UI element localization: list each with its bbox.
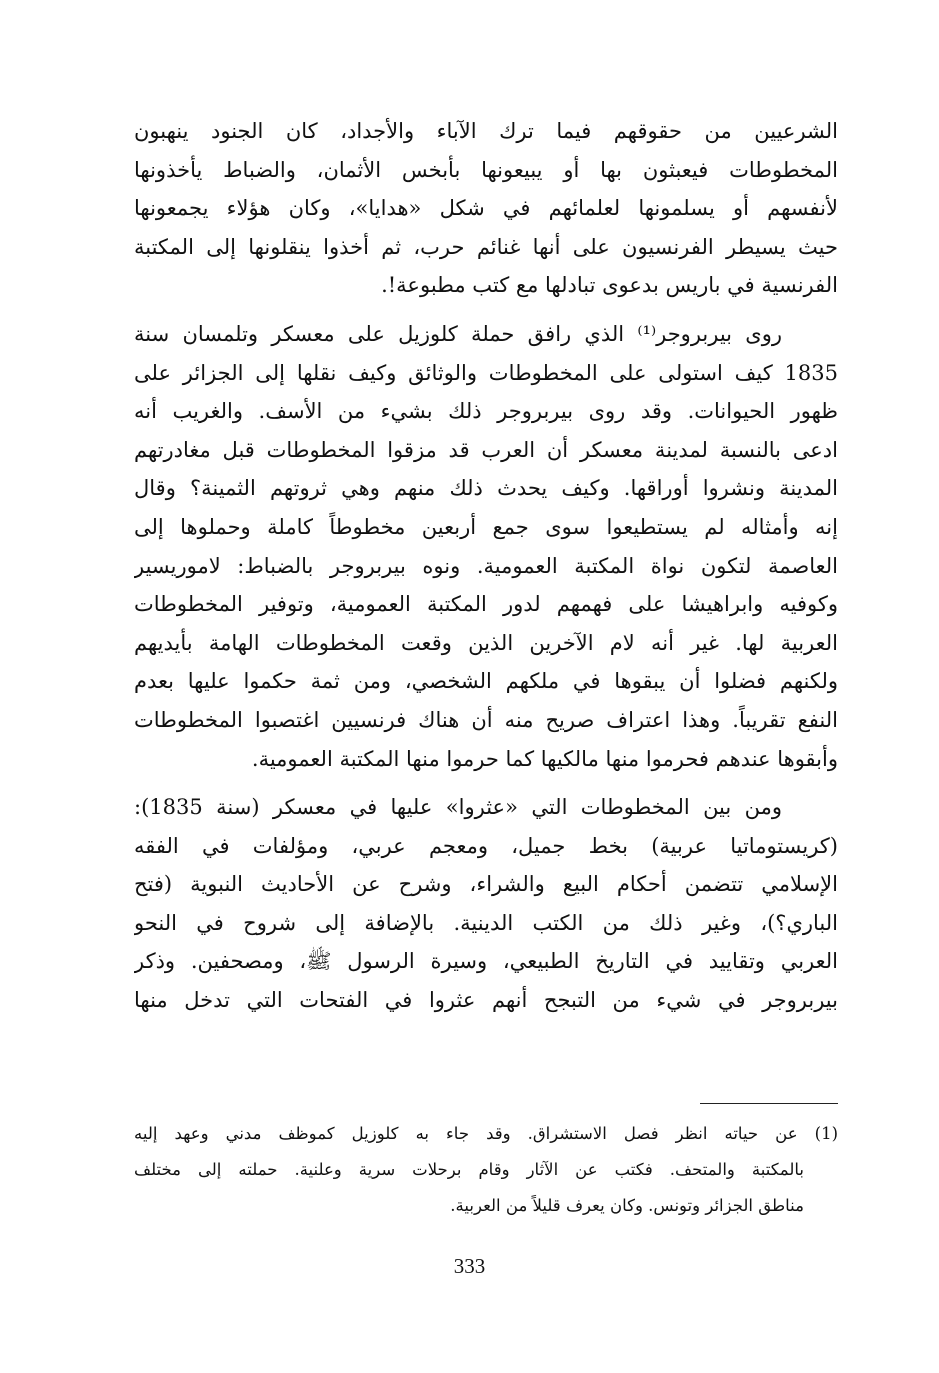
text-line: إنه وأمثاله لم يستطيعوا سوى جمع أربعين مخطوطاً كاملة وحملوها إلى: [134, 514, 838, 539]
text-line: حيث يسيطر الفرنسيون على أنها غنائم حرب، ثم أخذوا ينقلونها إلى المكتبة: [134, 234, 838, 259]
text-line: العربي وتقاييد في التاريخ الطبيعي، وسيرة الرسول ﷺ، ومصحفين. وذكر: [134, 949, 838, 974]
footnote-text: عن حياته انظر فصل الاستشراق. وقد جاء به كلوزيل كموظف مدني وعهد إليه: [134, 1124, 798, 1143]
main-text: [134, 112, 838, 1020]
footnote-marker: (1): [814, 1124, 838, 1143]
text-line: المخطوطات فيعبثون بها أو يبيعونها بأبخس الأثمان، والضباط يأخذونها: [134, 157, 838, 182]
text-line: وأبقوها عندهم فحرموا منها مالكيها كما حرموا منها المكتبة العمومية.: [251, 746, 838, 771]
paragraph-1: [134, 112, 838, 305]
footnote-line: [134, 1116, 838, 1152]
text-line: النفع تقريباً. وهذا اعتراف صريح منه أن هناك فرنسيين اغتصبوا المخطوطات: [134, 707, 838, 732]
text-line: روى بيربروجر⁽¹⁾ الذي رافق حملة كلوزيل على معسكر وتلمسان سنة: [134, 321, 782, 346]
text-line: 1835 كيف استولى على المخطوطات والوثائق وكيف نقلها إلى الجزائر على: [134, 360, 838, 385]
text-line: بيربروجر في شيء من التبجح أنهم عثروا في الفتحات التي تدخل منها: [134, 988, 838, 1013]
text-line: العربية لها. غير أنه لام الآخرين الذين وقعت المخطوطات الهامة بأيديهم: [134, 630, 838, 655]
paragraph-spacer: [134, 305, 838, 315]
text-line: الإسلامي تتضمن أحكام البيع والشراء، وشرح عن الأحاديث النبوية (فتح: [134, 872, 838, 897]
footnote: [134, 1116, 838, 1224]
paragraph-3: [134, 788, 838, 1020]
text-line: الباري؟)، وغير ذلك من الكتب الدينية. بالإضافة إلى شروح في النحو: [134, 910, 838, 935]
paragraph-spacer: [134, 778, 838, 788]
text-line: المدينة ونشروا أوراقها. وكيف يحدث ذلك منهم وهي ثروتهم الثمينة؟ وقال: [134, 476, 838, 501]
footnote-line: بالمكتبة والمتحف. فكتب عن الآثار وقام برحلات سرية وعلنية. حملته إلى مختلف: [134, 1160, 804, 1179]
footnote-line: مناطق الجزائر وتونس. وكان يعرف قليلاً من العربية.: [450, 1196, 804, 1215]
text-line: ادعى بالنسبة لمدينة معسكر أن العرب قد مزقوا المخطوطات قبل مغادرتهم: [134, 437, 838, 462]
text-line: ولكنهم فضلوا أن يبقوها في ملكهم الشخصي، ومن ثمة حكموا عليها بعدم: [134, 669, 838, 694]
text-line: الفرنسية في باريس بدعوى تبادلها مع كتب مطبوعة!.: [381, 273, 838, 298]
text-line: ظهور الحيوانات. وقد روى بيربروجر ذلك بشيء من الأسف. والغريب أنه: [134, 399, 838, 424]
text-line: لأنفسهم أو يسلمونها لعلمائهم في شكل «هدايا»، وكان هؤلاء يجمعونها: [134, 196, 838, 221]
page-number: 333: [453, 1254, 486, 1278]
text-line: وكوفيه وابراهيشا على فهمهم لدور المكتبة العمومية، وتوفير المخطوطات: [134, 592, 838, 617]
text-line: العاصمة لتكون نواة المكتبة العمومية. ونوه بيربروجر بالضباط: لاموريسير: [134, 553, 838, 578]
text-line: الشرعيين من حقوقهم فيما ترك الآباء والأجداد، كان الجنود ينهبون: [134, 119, 838, 143]
text-line: (كريستوماتيا عربية) بخط جميل، ومعجم عربي، ومؤلفات في الفقه: [134, 833, 838, 858]
footnote-separator: [700, 1103, 838, 1104]
text-line: ومن بين المخطوطات التي «عثروا» عليها في معسكر (سنة 1835):: [134, 795, 782, 820]
paragraph-2: [134, 315, 838, 778]
